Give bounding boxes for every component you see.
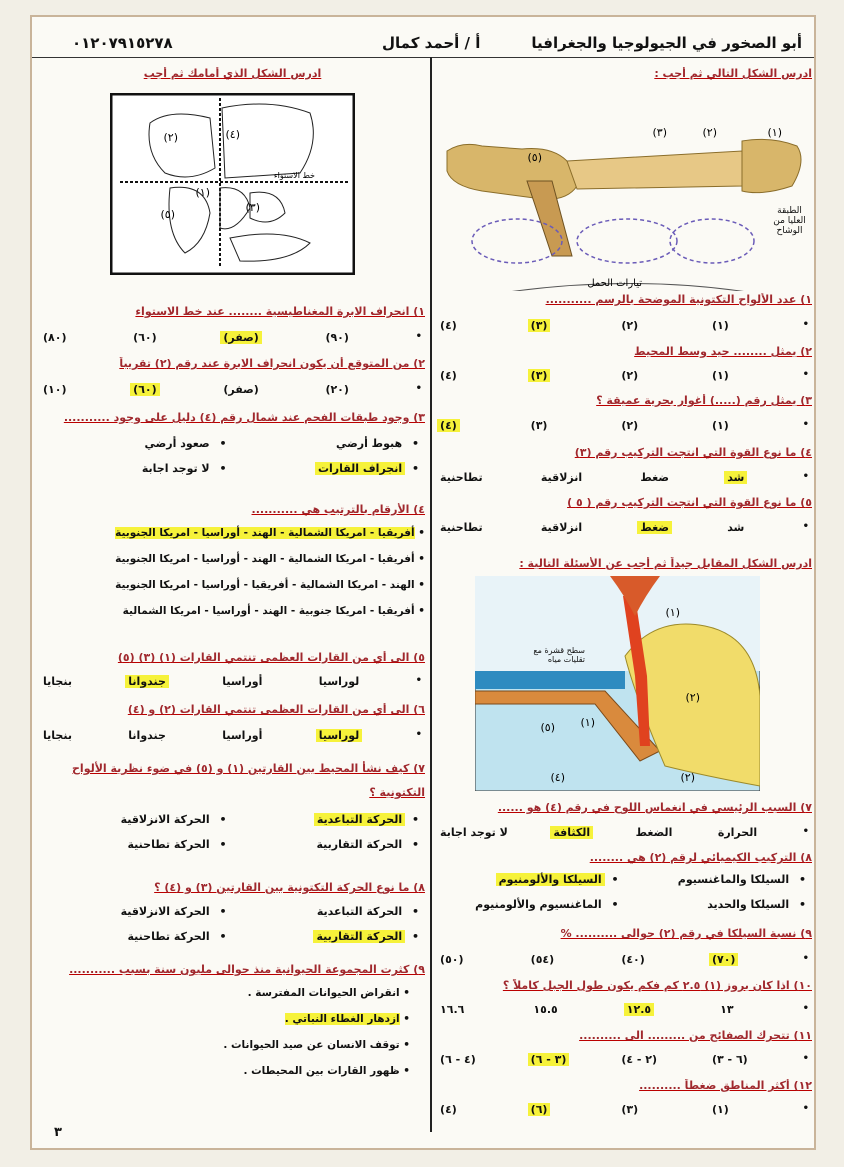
bullet-icon: • bbox=[215, 930, 227, 943]
option[interactable]: (٦) bbox=[528, 1103, 551, 1116]
option[interactable]: (٨٠) bbox=[43, 331, 67, 344]
option[interactable]: ١٢.٥ bbox=[624, 1003, 654, 1016]
option[interactable]: (٤ - ٦) bbox=[440, 1053, 476, 1066]
right-q3-options bbox=[437, 419, 812, 432]
option-text: الحركة الانزلاقية bbox=[120, 905, 210, 918]
bullet-icon: • bbox=[408, 930, 419, 943]
left-q3-text: ٣) وجود طبقات الفحم عند شمال رقم (٤) دليل على وجود ........... bbox=[63, 411, 425, 424]
option[interactable] bbox=[40, 579, 425, 591]
bullet-icon: • bbox=[414, 527, 425, 539]
option-text: الهند - امريكا الشمالية - أفريقيا - أوراسيا - امريكا الجنوبية bbox=[115, 579, 415, 591]
right-q2-options bbox=[437, 369, 812, 382]
page-number: ٣ bbox=[54, 1125, 62, 1140]
option-text: ازدهار الغطاء النباتي . bbox=[284, 1013, 400, 1025]
option-text: لا توجد اجابة bbox=[141, 462, 210, 475]
option-text: توقف الانسان عن صيد الحيوانات . bbox=[223, 1039, 400, 1051]
left-q8-text: ٨) ما نوع الحركة التكتونية بين القارتين (٣) و (٤) ؟ bbox=[154, 881, 425, 894]
bullet-icon: • bbox=[802, 1053, 809, 1064]
option[interactable] bbox=[233, 462, 426, 475]
option[interactable] bbox=[40, 1013, 410, 1025]
option[interactable]: تطاحنية bbox=[440, 471, 483, 484]
option[interactable] bbox=[625, 873, 813, 886]
header bbox=[32, 17, 814, 58]
option-text: السيلكا والألومنيوم bbox=[496, 873, 605, 886]
fig2-label-4: (١) bbox=[580, 716, 595, 729]
option[interactable]: بنجايا bbox=[43, 675, 72, 688]
option[interactable]: الحرارة bbox=[717, 826, 758, 839]
option[interactable]: لا توجد اجابة bbox=[440, 826, 508, 839]
option-text: هبوط أرضي bbox=[335, 437, 403, 450]
right-q3-text: ٣) يمثل رقم (.....) أغوار بحرية عميقة ؟ bbox=[596, 394, 812, 407]
option[interactable]: (١) bbox=[711, 1103, 729, 1116]
fig2-label-island: سطح قشرة مع تقليات مياه bbox=[533, 646, 585, 664]
bullet-icon: • bbox=[802, 1103, 809, 1114]
right-q11-options bbox=[437, 1053, 812, 1066]
right-q2-text: ٢) يمثل ........ حيد وسط المحيط bbox=[634, 345, 812, 358]
option-text: انقراض الحيوانات المفترسة . bbox=[247, 987, 400, 999]
fig2-label-bottom-1: (٤) bbox=[550, 771, 565, 784]
option-text: الحركة الانزلاقية bbox=[120, 813, 210, 826]
worksheet-page bbox=[30, 15, 816, 1150]
bullet-icon: • bbox=[414, 553, 425, 565]
bullet-icon: • bbox=[215, 905, 227, 918]
option[interactable] bbox=[233, 905, 426, 918]
fig2-label-2: (٢) bbox=[685, 691, 700, 704]
option-text: السيلكا والحديد bbox=[707, 898, 790, 911]
option-text: الحركة التباعدية bbox=[316, 905, 403, 918]
option[interactable]: ضغط bbox=[637, 521, 672, 534]
bullet-icon: • bbox=[408, 437, 419, 450]
left-q9-options bbox=[40, 987, 410, 1091]
option[interactable]: (٤) bbox=[437, 419, 460, 432]
bullet-icon: • bbox=[607, 873, 619, 886]
option[interactable]: (٩٠) bbox=[325, 331, 349, 344]
option-text: الحركة تطاحنية bbox=[127, 930, 210, 943]
left-q6-options bbox=[40, 729, 425, 742]
fig3-label-3: (٣) bbox=[245, 201, 260, 214]
fig3-label-1: (١) bbox=[195, 186, 210, 199]
option[interactable]: لوراسيا bbox=[318, 675, 360, 688]
subduction-diagram bbox=[475, 576, 760, 791]
option[interactable] bbox=[40, 553, 425, 565]
right-q5-options bbox=[437, 521, 812, 534]
bullet-icon: • bbox=[415, 729, 422, 740]
left-q3-options bbox=[40, 437, 425, 475]
option[interactable] bbox=[40, 813, 233, 826]
bullet-icon: • bbox=[399, 987, 410, 999]
right-q1-text: ١) عدد الألواح التكتونية الموضحة بالرسم ........... bbox=[545, 293, 812, 306]
option[interactable]: (٦٠) bbox=[133, 331, 157, 344]
option[interactable]: (٤٠) bbox=[621, 953, 645, 966]
bullet-icon: • bbox=[802, 1003, 809, 1014]
option[interactable] bbox=[40, 527, 425, 539]
option[interactable]: أوراسيا bbox=[222, 729, 263, 742]
option[interactable]: (٢) bbox=[621, 319, 639, 332]
option-text: انجراف القارات bbox=[315, 462, 405, 475]
option[interactable] bbox=[233, 813, 426, 826]
bullet-icon: • bbox=[408, 838, 419, 851]
right-q11-text: ١١) تتحرك الصفائح من ......... الى .......... bbox=[579, 1029, 812, 1042]
option[interactable]: ضغط bbox=[640, 471, 669, 484]
option[interactable]: (١) bbox=[711, 369, 729, 382]
bullet-icon: • bbox=[802, 521, 809, 532]
bullet-icon: • bbox=[408, 905, 419, 918]
fig1-label-1: (١) bbox=[767, 126, 782, 139]
option[interactable] bbox=[40, 905, 233, 918]
option-text: الحركة تطاحنية bbox=[127, 838, 210, 851]
option[interactable] bbox=[233, 930, 426, 943]
option[interactable]: بنجايا bbox=[43, 729, 72, 742]
bullet-icon: • bbox=[795, 873, 806, 886]
fig1-label-3: (٣) bbox=[652, 126, 667, 139]
option[interactable] bbox=[233, 838, 426, 851]
right-q8-text: ٨) التركيب الكيميائي لرقم (٢) هي ........ bbox=[589, 851, 812, 864]
bullet-icon: • bbox=[408, 813, 419, 826]
bullet-icon: • bbox=[399, 1013, 410, 1025]
left-q7-text: ٧) كيف نشأ المحيط بين القارتين (١) و (٥) في ضوء نظرية الألواح التكتونية ؟ bbox=[72, 762, 425, 799]
option[interactable] bbox=[40, 930, 233, 943]
continents-map bbox=[110, 93, 355, 275]
option[interactable]: (١) bbox=[711, 419, 729, 432]
left-q7-options bbox=[40, 813, 425, 851]
option[interactable]: (٣) bbox=[621, 1103, 639, 1116]
bullet-icon: • bbox=[802, 826, 809, 837]
option[interactable]: ١٣ bbox=[720, 1003, 734, 1016]
column-divider bbox=[430, 57, 432, 1132]
option[interactable]: انزلاقية bbox=[540, 471, 583, 484]
left-q4-text: ٤) الأرقام بالترتيب هي ........... bbox=[251, 503, 425, 516]
right-q7-options bbox=[437, 826, 812, 839]
option[interactable]: (٥٠) bbox=[440, 953, 464, 966]
option[interactable]: جندوانا bbox=[128, 729, 166, 742]
option[interactable]: (٤) bbox=[440, 369, 457, 382]
option[interactable]: شد bbox=[724, 471, 747, 484]
plate-diagram bbox=[442, 91, 812, 291]
left-q4-options bbox=[40, 527, 425, 631]
option[interactable]: (١٠) bbox=[43, 383, 67, 396]
left-q9-text: ٩) كثرت المجموعة الحيوانية منذ حوالى مليون سنة بسبب ........... bbox=[69, 963, 425, 976]
option[interactable] bbox=[437, 898, 625, 911]
option[interactable] bbox=[40, 1065, 410, 1077]
left-q5-options bbox=[40, 675, 425, 688]
right-q1-options bbox=[437, 319, 812, 332]
option[interactable]: (٣) bbox=[528, 369, 551, 382]
option[interactable] bbox=[40, 437, 233, 450]
right-q8-options bbox=[437, 873, 812, 911]
option[interactable]: شد bbox=[727, 521, 745, 534]
option[interactable]: (٤) bbox=[440, 1103, 457, 1116]
option[interactable]: (٢) bbox=[621, 369, 639, 382]
right-column bbox=[437, 61, 812, 1131]
bullet-icon: • bbox=[415, 675, 422, 686]
right-q4-options bbox=[437, 471, 812, 484]
option[interactable]: (٥٤) bbox=[530, 953, 555, 966]
fig2-title: ادرس الشكل المقابل جيداً ثم أجب عن الأسئلة التالية : bbox=[519, 557, 812, 570]
fig3-label-5: (٥) bbox=[160, 208, 175, 221]
bullet-icon: • bbox=[795, 898, 806, 911]
fig1-title: ادرس الشكل التالي ثم أجب : bbox=[654, 67, 812, 80]
option-text: السيلكا والماغنسيوم bbox=[677, 873, 790, 886]
option[interactable]: أوراسيا bbox=[222, 675, 263, 688]
right-q12-text: ١٢) أكثر المناطق ضغطاً .......... bbox=[639, 1079, 812, 1092]
option[interactable]: (٦٠) bbox=[130, 383, 160, 396]
right-q7-text: ٧) السبب الرئيسي في انغماس اللوح في رقم (٤) هو ...... bbox=[497, 801, 812, 814]
option[interactable]: (١) bbox=[711, 319, 729, 332]
option[interactable]: ١٥.٥ bbox=[533, 1003, 558, 1016]
right-q9-options bbox=[437, 953, 812, 966]
subject-title: أبو الصخور في الجيولوجيا والجغرافيا bbox=[531, 34, 802, 52]
option[interactable] bbox=[40, 605, 425, 617]
option[interactable]: (٤) bbox=[440, 319, 457, 332]
option-text: أفريقيا - امريكا الشمالية - الهند - أوراسيا - امريكا الجنوبية bbox=[115, 553, 415, 565]
bullet-icon: • bbox=[414, 605, 425, 617]
fig3-label-2: (٢) bbox=[163, 131, 178, 144]
left-q8-options bbox=[40, 905, 425, 943]
bullet-icon: • bbox=[215, 462, 227, 475]
left-q2-text: ٢) من المتوقع أن يكون انحراف الابرة عند رقم (٢) تقريباً bbox=[119, 357, 425, 370]
option-text: الحركة التقاربية bbox=[313, 930, 405, 943]
option-text: أفريقيا - امريكا جنوبية - الهند - أوراسيا - امريكا الشمالية bbox=[122, 605, 415, 617]
bullet-icon: • bbox=[415, 331, 422, 342]
option-text: الماغنسيوم والألومنيوم bbox=[475, 898, 602, 911]
option[interactable]: الضغط bbox=[635, 826, 673, 839]
right-q12-options bbox=[437, 1103, 812, 1116]
option[interactable] bbox=[625, 898, 813, 911]
bullet-icon: • bbox=[802, 953, 809, 964]
option[interactable]: (٦ - ٣) bbox=[711, 1053, 748, 1066]
fig2-label-1: (١) bbox=[665, 606, 680, 619]
option[interactable]: (٢ - ٤) bbox=[621, 1053, 658, 1066]
left-q1-text: ١) انحراف الابرة المغناطيسية ........ عند خط الاستواء bbox=[135, 305, 425, 318]
bullet-icon: • bbox=[215, 813, 227, 826]
bullet-icon: • bbox=[802, 471, 809, 482]
option[interactable]: (٣) bbox=[530, 419, 548, 432]
right-q9-text: ٩) نسبة السيلكا في رقم (٢) حوالى .......... % bbox=[560, 927, 812, 940]
equator-label: خط الاستواء bbox=[273, 171, 315, 180]
option[interactable] bbox=[40, 838, 233, 851]
fig1-label-5: (٥) bbox=[527, 151, 542, 164]
option[interactable] bbox=[40, 462, 233, 475]
option[interactable] bbox=[233, 437, 426, 450]
option[interactable]: ١٦.٦ bbox=[440, 1003, 465, 1016]
bullet-icon: • bbox=[802, 419, 809, 430]
bullet-icon: • bbox=[415, 383, 422, 394]
option[interactable]: تطاحنية bbox=[440, 521, 483, 534]
fig1-label-currents: تيارات الحمل bbox=[587, 278, 642, 289]
bullet-icon: • bbox=[215, 838, 227, 851]
option[interactable] bbox=[40, 1039, 410, 1051]
option-text: الحركة التباعدية bbox=[314, 813, 405, 826]
option[interactable]: (صفر) bbox=[220, 331, 261, 344]
bullet-icon: • bbox=[408, 462, 419, 475]
option-text: الحركة التقاربية bbox=[316, 838, 403, 851]
right-q10-text: ١٠) اذا كان بروز (١) ٢.٥ كم فكم يكون طول الجبل كاملاً ؟ bbox=[502, 979, 812, 992]
option[interactable]: (٣) bbox=[528, 319, 551, 332]
option[interactable]: الكثافة bbox=[550, 826, 593, 839]
bullet-icon: • bbox=[414, 579, 425, 591]
fig3-label-4: (٤) bbox=[225, 128, 240, 141]
option[interactable]: (٣ - ٦) bbox=[528, 1053, 570, 1066]
option-text: أفريقيا - امريكا الشمالية - الهند - أوراسيا - امريكا الجنوبية bbox=[115, 527, 415, 539]
left-q6-text: ٦) الى أي من القارات العظمى تنتمي القارات (٢) و (٤) bbox=[127, 703, 425, 716]
phone-number: ٠١٢٠٧٩١٥٢٧٨ bbox=[72, 34, 173, 52]
left-column bbox=[40, 61, 425, 1131]
option-text: ظهور القارات بين المحيطات . bbox=[243, 1065, 400, 1077]
left-q1-options bbox=[40, 331, 425, 344]
left-q2-options bbox=[40, 383, 425, 396]
bullet-icon: • bbox=[802, 369, 809, 380]
option[interactable] bbox=[437, 873, 625, 886]
option[interactable]: لوراسيا bbox=[316, 729, 363, 742]
right-q4-text: ٤) ما نوع القوة التي انتجت التركيب رقم (٣) bbox=[574, 446, 812, 459]
fig3-title: ادرس الشكل الذي أمامك ثم أجب bbox=[143, 67, 322, 80]
bullet-icon: • bbox=[399, 1065, 410, 1077]
fig1-label-2: (٢) bbox=[702, 126, 717, 139]
teacher-name: أ / أحمد كمال bbox=[382, 34, 481, 52]
option[interactable]: انزلاقية bbox=[540, 521, 583, 534]
bullet-icon: • bbox=[802, 319, 809, 330]
option-text: صعود أرضي bbox=[144, 437, 210, 450]
option[interactable]: (٢) bbox=[621, 419, 639, 432]
bullet-icon: • bbox=[215, 437, 227, 450]
fig2-label-5: (٥) bbox=[540, 721, 555, 734]
bullet-icon: • bbox=[399, 1039, 410, 1051]
right-q10-options bbox=[437, 1003, 812, 1016]
option[interactable]: (صفر) bbox=[223, 383, 259, 396]
right-q5-text: ٥) ما نوع القوة التي انتجت التركيب رقم ( ٥ ) bbox=[567, 496, 812, 509]
option[interactable]: (٧٠) bbox=[709, 953, 739, 966]
fig2-label-bottom-2: (٢) bbox=[680, 771, 695, 784]
option[interactable]: جندوانا bbox=[125, 675, 169, 688]
fig1-label-mantle: الطبقة العليا من الوشاح bbox=[773, 206, 806, 236]
left-q5-text: ٥) الى أي من القارات العظمى تنتمي القارات (١) (٣) (٥) bbox=[117, 651, 425, 664]
bullet-icon: • bbox=[607, 898, 619, 911]
option[interactable]: (٢٠) bbox=[325, 383, 349, 396]
option[interactable] bbox=[40, 987, 410, 999]
